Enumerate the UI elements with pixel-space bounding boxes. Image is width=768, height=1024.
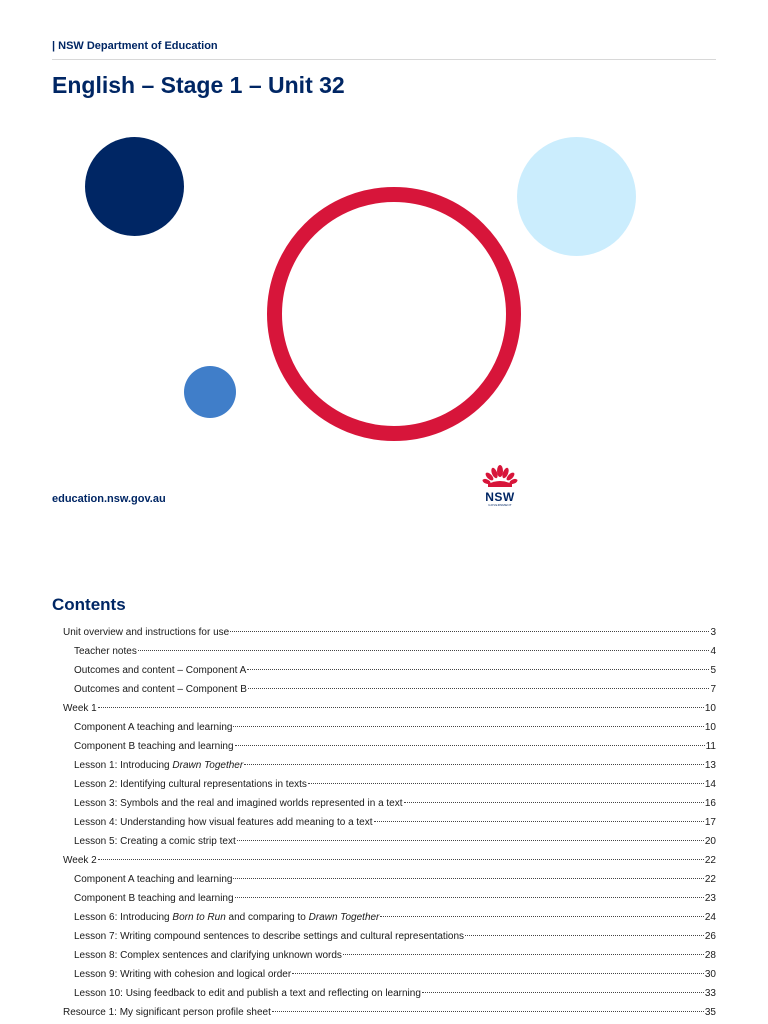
toc-dot-leader	[230, 631, 709, 632]
waratah-icon	[482, 464, 518, 488]
toc-page-number: 10	[704, 722, 716, 733]
toc-entry-label	[63, 623, 229, 642]
red-ring	[267, 187, 521, 441]
toc-entry-label	[74, 661, 246, 680]
toc-dot-leader	[465, 935, 704, 936]
toc-entry-text: Lesson 6: Introducing	[74, 912, 173, 923]
toc-entry[interactable]	[52, 718, 716, 737]
toc-entry[interactable]	[52, 965, 716, 984]
toc-page-number: 23	[704, 893, 716, 904]
toc-entry-label	[63, 1003, 271, 1022]
toc-entry[interactable]	[52, 889, 716, 908]
toc-entry[interactable]	[52, 642, 716, 661]
toc-entry[interactable]	[52, 832, 716, 851]
toc-entry-text: Lesson 8: Complex sentences and clarifying unknown words	[74, 950, 342, 961]
toc-entry-text: Component B teaching and learning	[74, 893, 234, 904]
toc-entry[interactable]	[52, 908, 716, 927]
toc-page-number: 35	[704, 1007, 716, 1018]
toc-dot-leader	[98, 707, 704, 708]
toc-page-number: 33	[704, 988, 716, 999]
toc-page-number: 7	[710, 684, 716, 695]
toc-entry-text: Lesson 3: Symbols and the real and imagined worlds represented in a text	[74, 798, 403, 809]
toc-entry-text: Lesson 1: Introducing	[74, 760, 173, 771]
toc-entry-text: Outcomes and content – Component B	[74, 684, 247, 695]
toc-entry-label	[74, 737, 234, 756]
toc-dot-leader	[272, 1011, 704, 1012]
toc-entry-title-italic: Drawn Together	[308, 912, 380, 923]
toc-entry-label	[74, 794, 403, 813]
toc-page-number: 14	[704, 779, 716, 790]
toc-page-number: 24	[704, 912, 716, 923]
toc-page-number: 20	[704, 836, 716, 847]
page-header	[52, 36, 716, 60]
toc-entry-label	[74, 927, 464, 946]
toc-entry[interactable]	[52, 851, 716, 870]
toc-dot-leader	[138, 650, 710, 651]
toc-dot-leader	[237, 840, 704, 841]
toc-entry-label	[74, 642, 137, 661]
toc-entry-text: Component A teaching and learning	[74, 722, 233, 733]
toc-dot-leader	[248, 688, 710, 689]
header-org: | NSW Department of Education	[52, 40, 218, 52]
toc-page-number: 30	[704, 969, 716, 980]
toc-entry[interactable]	[52, 737, 716, 756]
toc-page-number: 13	[704, 760, 716, 771]
toc-entry[interactable]	[52, 813, 716, 832]
toc-dot-leader	[233, 878, 703, 879]
nsw-government-logo	[478, 464, 522, 508]
toc-entry-text: Component B teaching and learning	[74, 741, 234, 752]
toc-entry[interactable]	[52, 984, 716, 1003]
toc-entry-text: Lesson 9: Writing with cohesion and logical order	[74, 969, 292, 980]
toc-dot-leader	[374, 821, 704, 822]
toc-entry[interactable]	[52, 680, 716, 699]
toc-entry[interactable]	[52, 661, 716, 680]
toc-page-number: 26	[704, 931, 716, 942]
toc-entry-label	[74, 775, 307, 794]
toc-dot-leader	[235, 745, 705, 746]
toc-entry-text: Lesson 10: Using feedback to edit and publish a text and reflecting on learning	[74, 988, 421, 999]
toc-dot-leader	[404, 802, 704, 803]
toc-dot-leader	[292, 973, 704, 974]
contents-heading: Contents	[52, 595, 126, 614]
toc-dot-leader	[343, 954, 704, 955]
toc-entry-label	[74, 965, 291, 984]
toc-dot-leader	[244, 764, 704, 765]
toc-page-number: 11	[705, 741, 716, 752]
toc-entry-label	[74, 870, 232, 889]
toc-entry-text: Outcomes and content – Component A	[74, 665, 247, 676]
toc-entry-label	[74, 718, 232, 737]
toc-entry-label	[74, 832, 236, 851]
toc-page-number: 17	[704, 817, 716, 828]
toc-dot-leader	[380, 916, 703, 917]
toc-entry-text: Lesson 7: Writing compound sentences to describe settings and cultural representations	[74, 931, 465, 942]
toc-dot-leader	[308, 783, 704, 784]
toc-entry[interactable]	[52, 794, 716, 813]
toc-page-number: 5	[710, 665, 716, 676]
toc-entry-text: Week 2	[63, 855, 97, 866]
toc-entry[interactable]	[52, 927, 716, 946]
toc-entry-label	[74, 680, 247, 699]
logo-subtext: GOVERNMENT	[488, 503, 512, 507]
document-title: English – Stage 1 – Unit 32	[52, 72, 345, 98]
navy-circle	[85, 137, 184, 236]
table-of-contents	[52, 623, 716, 1022]
website-link[interactable]: education.nsw.gov.au	[52, 493, 166, 505]
toc-entry-label	[74, 889, 234, 908]
toc-entry-text: Lesson 2: Identifying cultural representations in texts	[74, 779, 307, 790]
toc-entry[interactable]	[52, 756, 716, 775]
toc-entry[interactable]	[52, 699, 716, 718]
toc-page-number: 22	[704, 874, 716, 885]
toc-entry[interactable]	[52, 623, 716, 642]
toc-entry-label	[74, 908, 379, 927]
toc-page-number: 16	[704, 798, 716, 809]
toc-entry-title-italic: Born to Run	[172, 912, 226, 923]
toc-dot-leader	[98, 859, 704, 860]
toc-entry-text: Week 1	[63, 703, 97, 714]
cover-graphic	[52, 120, 648, 520]
toc-page-number: 10	[704, 703, 716, 714]
toc-entry-label	[74, 946, 342, 965]
toc-page-number: 22	[704, 855, 716, 866]
toc-entry[interactable]	[52, 870, 716, 889]
toc-page-number: 4	[710, 646, 716, 657]
toc-entry-title-italic: Drawn Together	[172, 760, 244, 771]
toc-entry[interactable]	[52, 946, 716, 965]
toc-entry-text: Lesson 4: Understanding how visual features add meaning to a text	[74, 817, 373, 828]
toc-entry-text: Component A teaching and learning	[74, 874, 233, 885]
toc-page-number: 28	[704, 950, 716, 961]
toc-entry-text: and comparing to	[225, 912, 309, 923]
toc-entry-label	[74, 813, 373, 832]
blue-circle	[184, 366, 236, 418]
light-blue-circle	[517, 137, 636, 256]
toc-entry-label	[63, 851, 97, 870]
toc-entry-text: Resource 1: My significant person profile sheet	[63, 1007, 271, 1018]
toc-entry-text: Lesson 5: Creating a comic strip text	[74, 836, 236, 847]
toc-entry-label	[74, 984, 421, 1003]
toc-dot-leader	[233, 726, 703, 727]
toc-entry-text: Unit overview and instructions for use	[63, 627, 230, 638]
toc-entry-label	[74, 756, 243, 775]
toc-entry-label	[63, 699, 97, 718]
logo-wordmark: NSW	[485, 490, 515, 504]
toc-page-number: 3	[710, 627, 716, 638]
toc-dot-leader	[422, 992, 704, 993]
toc-dot-leader	[235, 897, 704, 898]
toc-dot-leader	[247, 669, 709, 670]
toc-entry[interactable]	[52, 1003, 716, 1022]
toc-entry-text: Teacher notes	[74, 646, 137, 657]
toc-entry[interactable]	[52, 775, 716, 794]
